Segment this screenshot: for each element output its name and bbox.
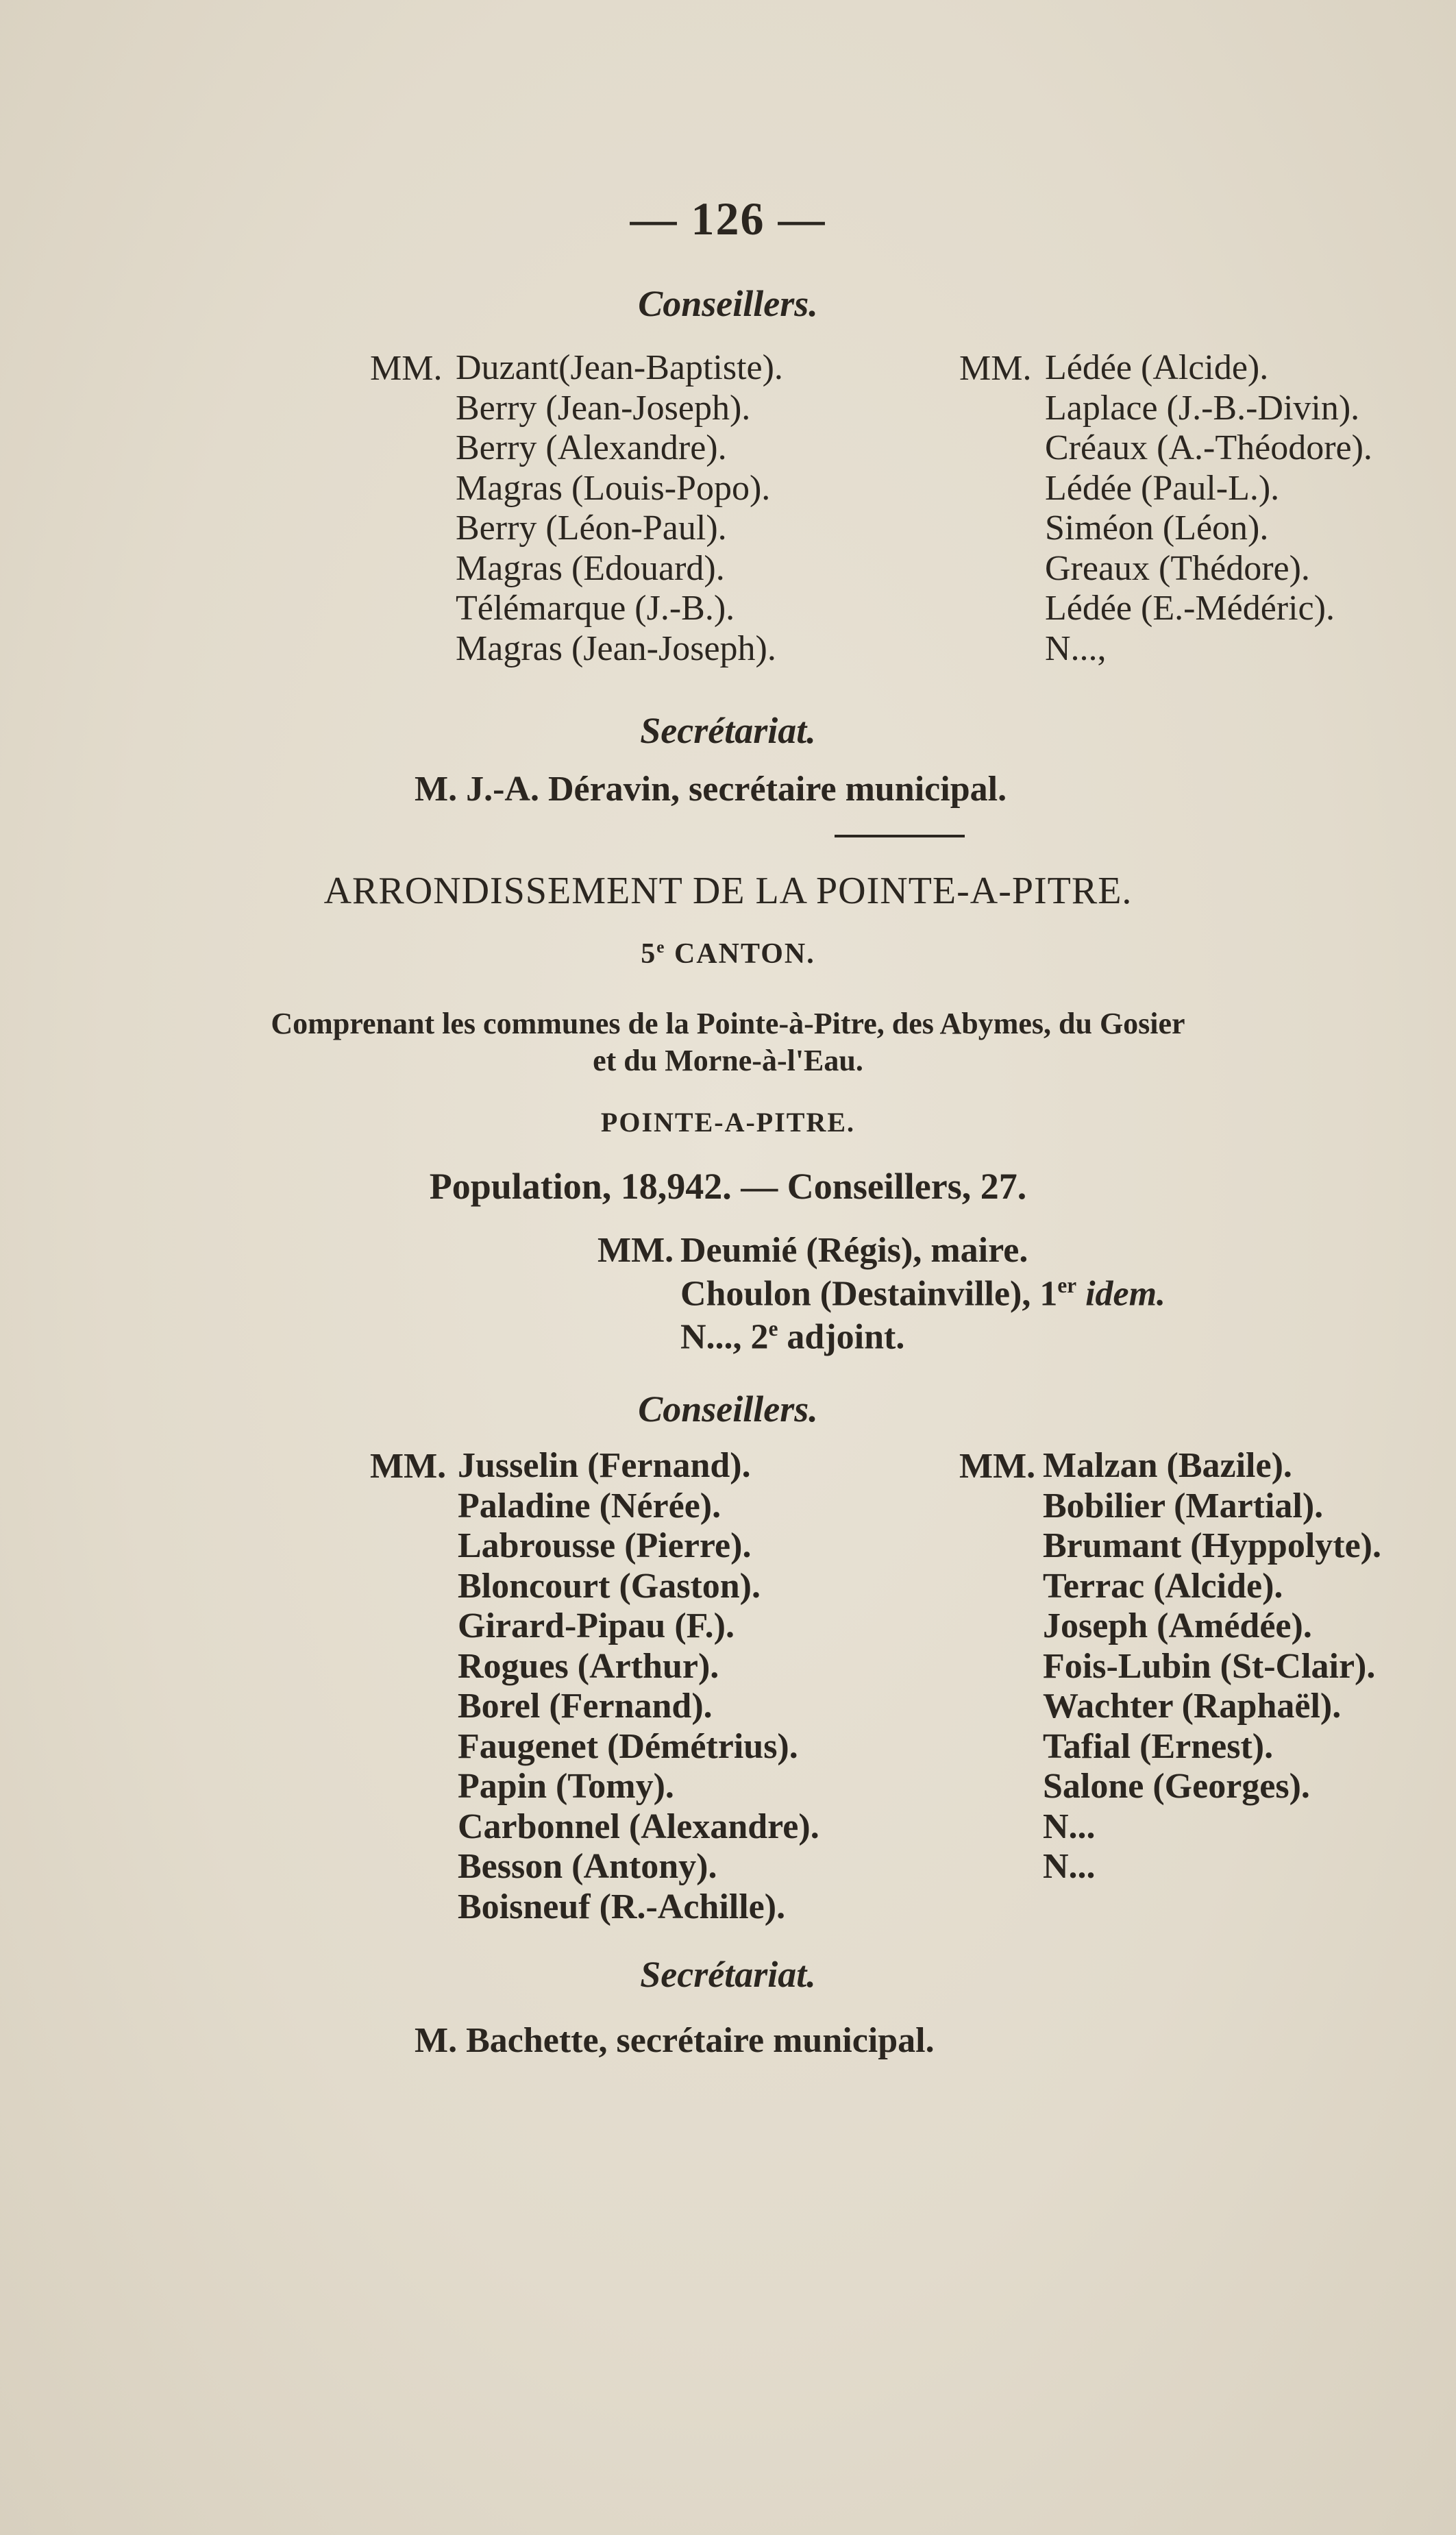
adjoint-2-name: N..., 2 — [680, 1317, 769, 1357]
list-item: Boisneuf (R.-Achille). — [458, 1887, 786, 1926]
list-item: Borel (Fernand). — [458, 1687, 713, 1726]
canton-number: 5 — [641, 938, 657, 970]
list-item: N... — [1043, 1847, 1096, 1886]
conseillers-right-list-2 — [1043, 1446, 1381, 1887]
canton-superscript: e — [656, 938, 666, 957]
comprenant-line-1: Comprenant les communes de la Pointe-à-Pitre, des Abymes, du Gosier — [271, 1007, 1185, 1040]
list-item: Joseph (Amédée). — [1043, 1606, 1312, 1645]
adjoint-1-name: Choulon (Destainville), 1 — [680, 1274, 1058, 1314]
adjoint-2-superscript: e — [768, 1317, 778, 1340]
list-item: Carbonnel (Alexandre). — [458, 1807, 819, 1846]
right-prefix-2: MM. — [959, 1447, 1036, 1486]
list-item: Magras (Jean-Joseph). — [456, 628, 776, 668]
list-item: Girard-Pipau (F.). — [458, 1606, 735, 1645]
list-item: Bobilier (Martial). — [1043, 1486, 1324, 1526]
list-item: N... — [1043, 1807, 1096, 1846]
list-item: Berry (Jean-Joseph). — [456, 388, 751, 428]
list-item: Lédée (Paul-L.). — [1045, 468, 1280, 508]
list-item: Malzan (Bazile). — [1043, 1446, 1292, 1485]
comprenant-line-2: et du Morne-à-l'Eau. — [593, 1044, 863, 1077]
list-item: Jusselin (Fernand). — [458, 1446, 751, 1485]
secretariat-heading-1: Secrétariat. — [640, 710, 816, 751]
list-item: Faugenet (Démétrius). — [458, 1726, 798, 1766]
list-item: Paladine (Nérée). — [458, 1486, 721, 1526]
maire-prefix: MM. — [597, 1231, 674, 1270]
maire-line: Deumié (Régis), maire. — [680, 1231, 1028, 1270]
list-item: Fois-Lubin (St-Clair). — [1043, 1646, 1376, 1686]
list-item: Brumant (Hyppolyte). — [1043, 1526, 1381, 1565]
secretariat-line-1: M. J.-A. Déravin, secrétaire municipal. — [415, 770, 1007, 809]
adjoint-1-superscript: er — [1057, 1273, 1077, 1297]
list-item: Rogues (Arthur). — [458, 1646, 719, 1686]
canton-word: CANTON. — [674, 938, 815, 970]
adjoint-2-line — [680, 1317, 904, 1357]
list-item: Laplace (J.-B.-Divin). — [1045, 388, 1360, 428]
divider-rule — [835, 835, 965, 837]
adjoint-2-rest: adjoint. — [787, 1317, 905, 1357]
canton-label — [0, 938, 1456, 970]
conseillers-right-list-1 — [1045, 348, 1372, 669]
secretariat-heading-2: Secrétariat. — [640, 1954, 816, 1995]
right-prefix-1: MM. — [959, 349, 1032, 388]
page-number: — 126 — — [630, 193, 826, 245]
list-item: Besson (Antony). — [458, 1847, 717, 1886]
adjoint-1-idem: idem. — [1085, 1274, 1166, 1314]
left-prefix-1: MM. — [370, 349, 443, 388]
conseillers-left-list-2 — [458, 1446, 819, 1927]
left-prefix-2: MM. — [370, 1447, 447, 1486]
list-item: Berry (Alexandre). — [456, 428, 727, 467]
list-item: Télémarque (J.-B.). — [456, 589, 735, 628]
list-item: Salone (Georges). — [1043, 1767, 1310, 1806]
list-item: Papin (Tomy). — [458, 1767, 674, 1806]
list-item: Wachter (Raphaël). — [1043, 1687, 1342, 1726]
list-item: Siméon (Léon). — [1045, 509, 1269, 548]
conseillers-heading-1: Conseillers. — [638, 283, 818, 324]
secretariat-line-2: M. Bachette, secrétaire municipal. — [415, 2021, 935, 2060]
list-item: N..., — [1045, 628, 1107, 668]
adjoint-1-line — [680, 1273, 1165, 1314]
arrondissement-title: ARRONDISSEMENT DE LA POINTE-A-PITRE. — [323, 870, 1133, 912]
list-item: Lédée (E.-Médéric). — [1045, 589, 1335, 628]
list-item: Greaux (Thédore). — [1045, 548, 1310, 588]
list-item: Terrac (Alcide). — [1043, 1566, 1283, 1606]
list-item: Tafial (Ernest). — [1043, 1726, 1274, 1766]
list-item: Magras (Edouard). — [456, 548, 725, 588]
conseillers-left-list-1 — [456, 348, 783, 669]
list-item: Berry (Léon-Paul). — [456, 509, 727, 548]
list-item: Créaux (A.-Théodore). — [1045, 428, 1372, 467]
list-item: Labrousse (Pierre). — [458, 1526, 752, 1565]
list-item: Duzant(Jean-Baptiste). — [456, 348, 783, 387]
list-item: Lédée (Alcide). — [1045, 348, 1269, 387]
population-line: Population, 18,942. — Conseillers, 27. — [429, 1166, 1027, 1207]
list-item: Magras (Louis-Popo). — [456, 468, 771, 508]
list-item: Bloncourt (Gaston). — [458, 1566, 761, 1606]
pointe-title: POINTE-A-PITRE. — [600, 1107, 856, 1138]
conseillers-heading-2: Conseillers. — [638, 1388, 818, 1430]
